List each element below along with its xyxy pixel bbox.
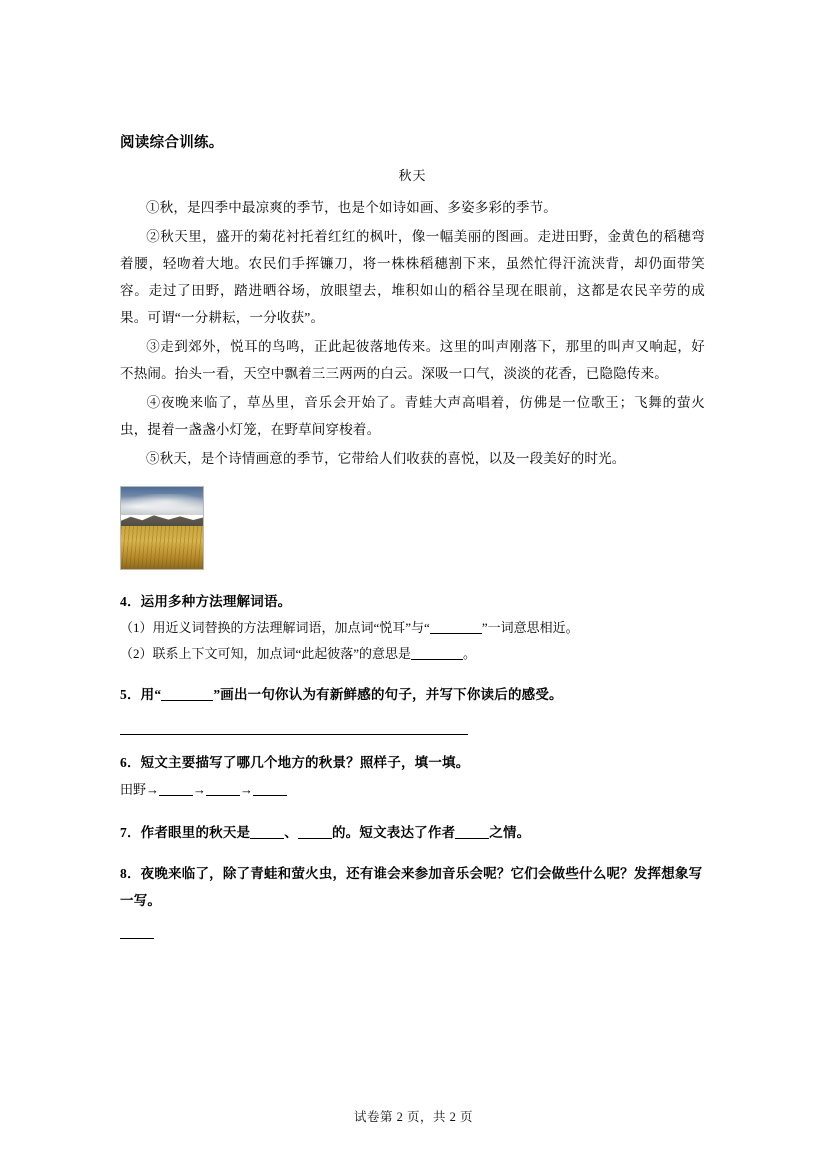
question-4-sub-1-suffix: ”一词意思相近。 (481, 620, 579, 636)
question-5-number: 5． (120, 687, 141, 703)
document-content (120, 132, 705, 939)
article-paragraph-5 (120, 445, 705, 472)
paragraph-text: ④夜晚来临了，草丛里，音乐会开始了。青蛙大声高唱着，仿佛是一位歌王；飞舞的萤火虫，提着一盏盏小灯笼，在野草间穿梭着。 (120, 395, 705, 438)
question-7-stem (120, 819, 705, 846)
question-4-number: 4． (120, 594, 141, 610)
answer-blank[interactable] (161, 687, 213, 702)
article-paragraph-2 (120, 223, 705, 331)
question-4-text: 运用多种方法理解词语。 (140, 594, 292, 610)
question-6-answer-start: 田野→ (120, 782, 160, 798)
article-paragraph-3 (120, 333, 705, 387)
question-8-number: 8． (120, 865, 141, 881)
answer-blank[interactable] (430, 620, 482, 634)
article-paragraph-1 (120, 194, 705, 221)
question-7-part-3: 的。短文表达了作者 (331, 824, 456, 840)
question-4-sub-2 (120, 641, 705, 667)
question-8-text: 夜晚来临了，除了青蛙和萤火虫，还有谁会来参加音乐会呢？它们会做些什么呢？发挥想象写一写。 (120, 865, 703, 908)
question-6-answer-line (120, 776, 705, 805)
question-4 (120, 588, 705, 667)
question-6-stem (120, 749, 705, 776)
autumn-field-image (120, 486, 204, 570)
paragraph-text: ②秋天里，盛开的菊花衬托着红红的枫叶，像一幅美丽的图画。走进田野，金黄色的稻穗弯着腰，轻吻着大地。农民们手挥镰刀，将一株株稻穗割下来，虽然忙得汗流浃背，却仍面带笑容。走过了田野，踏进晒谷场，放眼望去，堆积如山的稻谷呈现在眼前，这都是农民辛劳的成果。可谓“一分耕耘，一分收获”。 (120, 229, 705, 326)
question-7-part-2: 、 (284, 824, 298, 840)
image-clouds-region (121, 494, 203, 515)
question-6 (120, 749, 705, 805)
image-wheat-field-region (121, 526, 203, 569)
question-5-prefix: 用“ (140, 687, 162, 703)
answer-blank[interactable] (455, 824, 489, 839)
article-paragraph-4 (120, 389, 705, 443)
question-4-sub-1-prefix: （1）用近义词替换的方法理解词语，加点词“悦耳”与“ (120, 620, 430, 636)
article-title: 秋天 (398, 168, 427, 184)
question-5-stem (120, 681, 705, 708)
question-5-suffix: ”画出一句你认为有新鲜感的句子，并写下你读后的感受。 (213, 687, 563, 703)
question-7-part-1: 作者眼里的秋天是 (140, 824, 251, 840)
answer-writing-line[interactable] (120, 920, 154, 939)
paragraph-text: ③走到郊外，悦耳的鸟鸣，正此起彼落地传来。这里的叫声刚落下，那里的叫声又响起，好不热闹。抬头一看，天空中飘着三三两两的白云。深吸一口气，淡淡的花香，已隐隐传来。 (120, 339, 705, 382)
question-6-number: 6． (120, 755, 141, 771)
question-8 (120, 860, 705, 939)
answer-writing-line[interactable] (120, 712, 468, 735)
question-6-text: 短文主要描写了哪几个地方的秋景？照样子，填一填。 (140, 755, 470, 771)
arrow-2: → (240, 782, 254, 798)
paragraph-text: ①秋，是四季中最凉爽的季节，也是个如诗如画、多姿多彩的季节。 (146, 200, 557, 216)
question-7-number: 7． (120, 824, 141, 840)
question-4-sub-2-suffix: 。 (463, 646, 477, 662)
question-8-stem (120, 860, 705, 914)
question-4-stem (120, 588, 705, 615)
answer-blank[interactable] (206, 782, 240, 796)
question-7 (120, 819, 705, 846)
question-7-part-4: 之情。 (489, 824, 531, 840)
arrow-1: → (193, 782, 207, 798)
answer-blank[interactable] (298, 824, 332, 839)
question-5 (120, 681, 705, 735)
question-4-sub-1 (120, 615, 705, 641)
paragraph-text: ⑤秋天，是个诗情画意的季节，它带给人们收获的喜悦，以及一段美好的时光。 (146, 451, 626, 467)
question-4-sub-2-prefix: （2）联系上下文可知，加点词“此起彼落”的意思是 (120, 646, 412, 662)
answer-blank[interactable] (253, 782, 287, 796)
reading-section-heading: 阅读综合训练。 (120, 135, 224, 151)
answer-blank[interactable] (250, 824, 284, 839)
answer-blank[interactable] (159, 782, 193, 796)
page-footer: 试卷第 2 页，共 2 页 (353, 1110, 473, 1124)
answer-blank[interactable] (411, 646, 463, 660)
